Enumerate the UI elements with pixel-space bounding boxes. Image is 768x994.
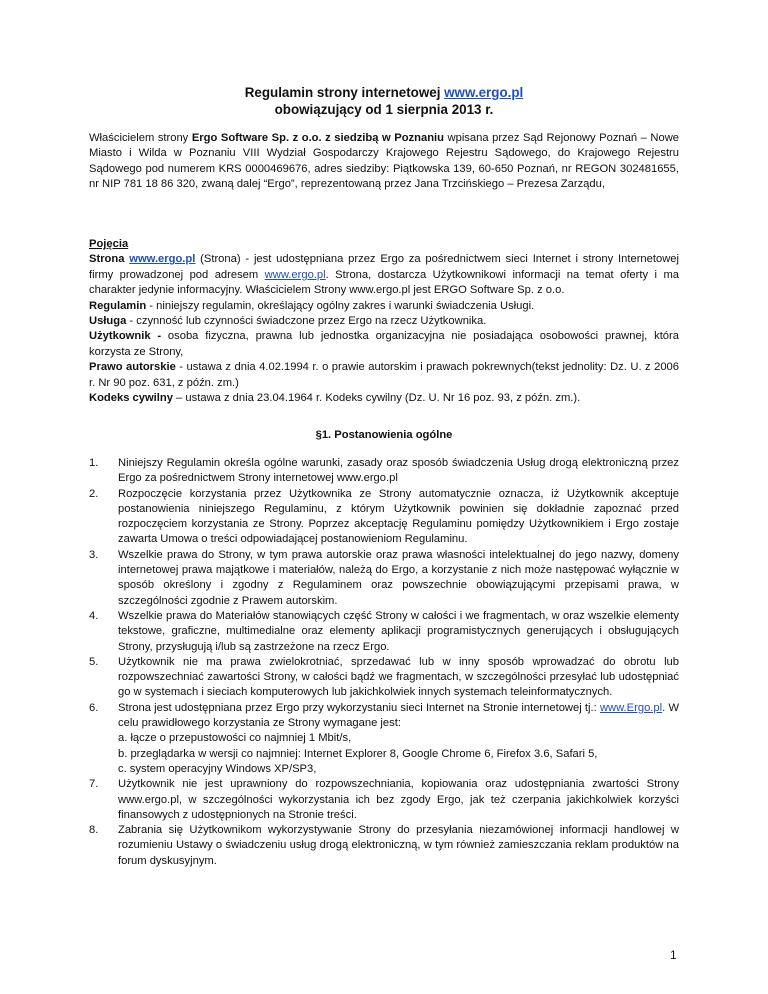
- title-text: Regulamin strony internetowej: [244, 85, 445, 100]
- list-item: [89, 456, 679, 487]
- term-regulamin: Regulamin: [89, 299, 147, 312]
- provisions-list: [89, 456, 679, 869]
- definition-kodeks-cywilny: [89, 391, 679, 406]
- list-text: Wszelkie prawa do Materiałów stanowiących część Strony w całości i we fragmentach, w oraz wszelkie elementy tekstowe, graficzne, multimedialne oraz elementy aplikacji programistycznych generujących i obsługujących Strony, przysługują i/lub są zastrzeżone na rzecz Ergo.: [118, 609, 679, 653]
- definition-uzytkownik: [89, 329, 679, 360]
- intro-paragraph: [89, 131, 679, 193]
- list-number: 3.: [89, 548, 99, 561]
- definition-text: - czynność lub czynności świadczone przez Ergo na rzecz Użytkownika.: [126, 315, 487, 328]
- company-name: Ergo Software Sp. z o.o. z siedzibą w Poznaniu: [191, 132, 444, 144]
- list-item: [89, 777, 679, 823]
- list-item: [89, 701, 679, 777]
- list-item: [89, 487, 679, 548]
- term-kodeks-cywilny: Kodeks cywilny: [89, 392, 173, 405]
- term-strona: Strona: [89, 253, 130, 266]
- definitions-heading: Pojęcia: [89, 238, 129, 250]
- definition-text: – ustawa z dnia 23.04.1964 r. Kodeks cywilny (Dz. U. Nr 16 poz. 93, z późn. zm.).: [172, 392, 581, 405]
- term-prawo-autorskie: Prawo autorskie: [89, 361, 176, 374]
- section-heading: §1. Postanowienia ogólne: [315, 429, 453, 441]
- term-uzytkownik: Użytkownik -: [89, 330, 162, 343]
- list-text: Niniejszy Regulamin określa ogólne warunki, zasady oraz sposób świadczenia Usług drogą elektroniczną przez Ergo za pośrednictwem Strony internetowej www.ergo.pl: [118, 457, 679, 485]
- requirement-item: c. system operacyjny Windows XP/SP3,: [118, 762, 317, 775]
- list-text: Wszelkie prawa do Strony, w tym prawa autorskie oraz prawa własności intelektualnej do jego nazwy, domeny internetowej prawa majątkowe i materiałów, należą do Ergo, a korzystanie z nich może następować wyłącznie w sposób określony i zgodny z Regulaminem oraz powszechnie obowiązującymi przepisami prawa, w szczególności zgodnie z Prawem autorskim.: [118, 548, 679, 607]
- definition-text: - niniejszy regulamin, określający ogólny zakres i warunki świadczenia Usługi.: [146, 299, 535, 312]
- list-text: Strona jest udostępniana przez Ergo przy wykorzystaniu sieci Internet na Stronie internetowej tj.:: [118, 701, 600, 714]
- list-number: 6.: [89, 701, 99, 714]
- definition-text: osoba fizyczna, prawna lub jednostka organizacyjna nie posiadająca osobowości prawnej, która korzysta ze Strony,: [89, 330, 679, 358]
- definition-strona: [89, 252, 679, 298]
- list-text: . W celu prawidłowego korzystania ze Strony wymagane jest:: [118, 701, 679, 730]
- list-item: [89, 655, 679, 701]
- requirement-item: b. przeglądarka w wersji co najmniej: Internet Explorer 8, Google Chrome 6, Firefox 3.6, Safari 5,: [118, 747, 598, 760]
- list-text: Użytkownik nie ma prawa zwielokrotniać, sprzedawać lub w inny sposób wprowadzać do obrotu lub rozpowszechniać zawartości Strony, w całości bądź we fragmentach, w szczególności przesyłać lub udostępniać go w systemach i sieciach komputerowych lub jakichkolwiek innych systemach teleinformatycznych.: [118, 655, 679, 699]
- list-text: Użytkownik nie jest uprawniony do rozpowszechniania, kopiowania oraz udostępniania zwartości Strony www.ergo.pl, w szczególności wykorzystania ich bez zgody Ergo, jak też czerpania jakichkolwiek korzyści finansowych z udostępnionych na Stronie treści.: [118, 778, 679, 821]
- definition-prawo-autorskie: [89, 360, 679, 391]
- strona-link-2[interactable]: www.ergo.pl: [264, 268, 326, 281]
- title-link[interactable]: www.ergo.pl: [444, 85, 524, 100]
- page-number: 1: [670, 948, 677, 962]
- intro-text: Właścicielem strony: [89, 132, 192, 144]
- list-number: 5.: [89, 655, 99, 668]
- list-item: [89, 823, 679, 869]
- list-item: [89, 548, 679, 609]
- title-date: obowiązujący od 1 sierpnia 2013 r.: [274, 102, 494, 117]
- list-number: 8.: [89, 824, 99, 837]
- term-usluga: Usługa: [89, 315, 127, 328]
- list-item: [89, 609, 679, 655]
- definitions-section: [89, 237, 679, 406]
- strona-link[interactable]: www.ergo.pl: [129, 253, 196, 266]
- definition-text: . Strona, dostarcza Użytkownikowi informacji na temat oferty i ma charakter jedynie informacyjny. Właścicielem Strony www.ergo.pl jest ERGO Software Sp. z o.o.: [89, 268, 680, 297]
- page-title: [0, 84, 768, 118]
- list-number: 1.: [89, 457, 99, 469]
- definition-text: - ustawa z dnia 4.02.1994 r. o prawie autorskim i prawach pokrewnych(tekst jednolity: Dz. U. z 2006 r. Nr 90 poz. 631, z późn. zm.): [89, 361, 679, 389]
- list-text: Rozpoczęcie korzystania przez Użytkownika ze Strony automatycznie oznacza, iż Użytkownik akceptuje postanowienia niniejszego Regulaminu, z którym Użytkownik powinien się dokładnie zapoznać przed rozpoczęciem korzystania ze Strony. Poprzez akceptację Regulaminu pomiędzy Użytkownikiem i Ergo zostaje zawarta Umowa o treści odpowiadającej postanowieniom Regulaminu.: [118, 487, 679, 546]
- list-number: 7.: [89, 778, 99, 791]
- list-text: Zabrania się Użytkownikom wykorzystywanie Strony do przesyłania niezamówionej informacji handlowej w rozumieniu Ustawy o świadczeniu usług drogą elektroniczną, w tym również zamieszczania reklam produktów na forum dyskusyjnym.: [118, 824, 679, 867]
- list-number: 4.: [89, 609, 99, 622]
- requirement-item: a. łącze o przepustowości co najmniej 1 Mbit/s,: [118, 732, 352, 745]
- intro-text-rest: wpisana przez Sąd Rejonowy Poznań – Nowe Miasto i Wilda w Poznaniu VIII Wydział Gospodarczy Krajowego Rejestru Sądowego, do Krajowego Rejestru Sądowego pod numerem KRS 0000469676, adres siedziby: Piątkowska 139, 60-650 Poznań, nr REGON 302481655, nr NIP 781 18 86 320, zwaną dalej “Ergo”, reprezentowaną przez Jana Trzcińskiego – Prezesa Zarządu,: [89, 132, 679, 191]
- definition-regulamin: [89, 299, 679, 314]
- definition-text: (Strona) - jest udostępniana przez Ergo za pośrednictwem sieci Internet i strony Internetowej firmy prowadzonej pod adresem: [89, 253, 679, 281]
- list-number: 2.: [89, 487, 99, 500]
- ergo-link[interactable]: www.Ergo.pl: [599, 701, 663, 714]
- definition-usluga: [89, 314, 679, 329]
